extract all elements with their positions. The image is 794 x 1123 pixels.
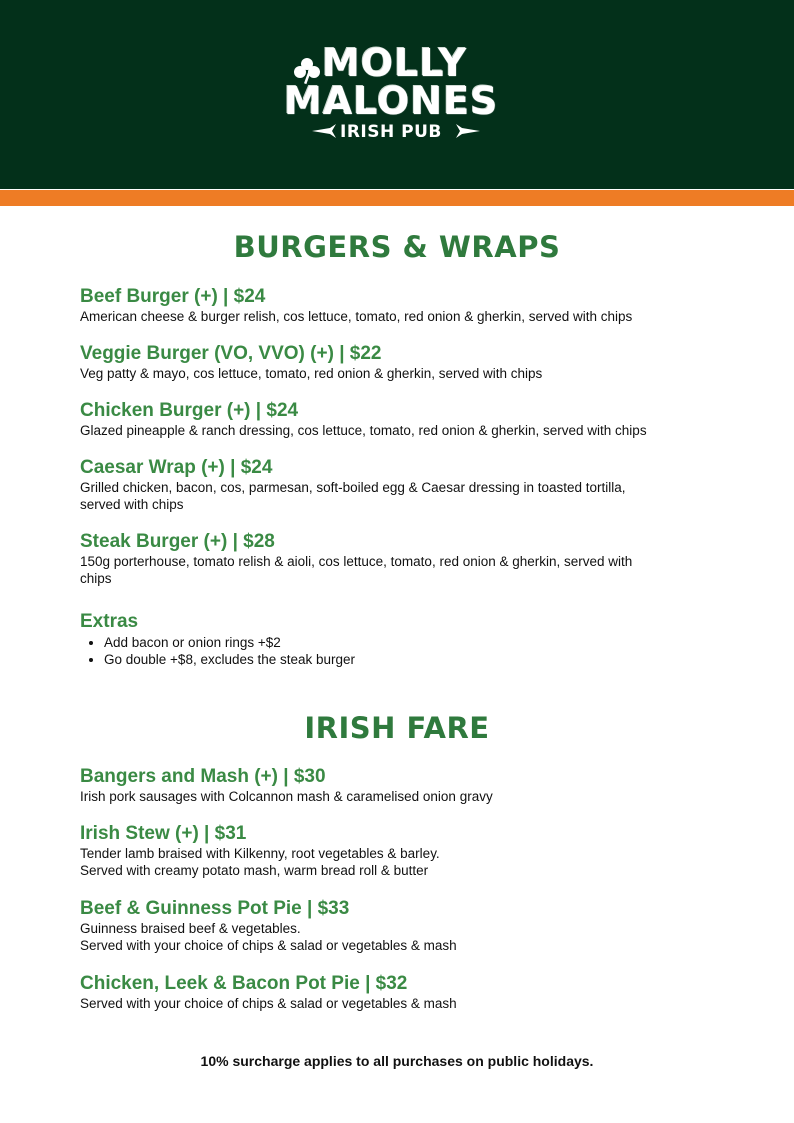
item-description xyxy=(80,995,720,1012)
sparkle-left-icon xyxy=(312,124,336,138)
menu-item-chicken-leek-bacon-pot-pie xyxy=(80,973,720,1012)
menu-item-beef-guinness-pot-pie xyxy=(80,898,720,954)
sparkle-right-icon xyxy=(456,124,480,138)
item-name: Beef & Guinness Pot Pie | $33 xyxy=(80,898,350,919)
description-line: Veg patty & mayo, cos lettuce, tomato, red onion & gherkin, served with chips xyxy=(80,366,543,381)
pub-logo xyxy=(282,40,512,150)
extras-list xyxy=(80,634,720,668)
section-title-burgers-wraps: BURGERS & WRAPS xyxy=(233,230,561,264)
description-line: served with chips xyxy=(80,497,184,512)
item-name: Veggie Burger (VO, VVO) (+) | $22 xyxy=(80,343,382,364)
item-name: Beef Burger (+) | $24 xyxy=(80,286,266,307)
item-name: Caesar Wrap (+) | $24 xyxy=(80,457,273,478)
item-description xyxy=(80,845,720,879)
menu-item-veggie-burger xyxy=(80,343,720,382)
item-name: Chicken Burger (+) | $24 xyxy=(80,400,299,421)
item-description xyxy=(80,479,720,513)
menu-item-caesar-wrap xyxy=(80,457,720,513)
description-line: Served with your choice of chips & salad or vegetables & mash xyxy=(80,996,457,1011)
menu-item-bangers-and-mash xyxy=(80,766,720,805)
item-description xyxy=(80,788,720,805)
description-line: Tender lamb braised with Kilkenny, root vegetables & barley. xyxy=(80,846,440,861)
description-line: Irish pork sausages with Colcannon mash & caramelised onion gravy xyxy=(80,789,493,804)
item-name: Chicken, Leek & Bacon Pot Pie | $32 xyxy=(80,973,408,994)
logo-irish-pub: IRISH PUB xyxy=(340,122,442,142)
orange-accent-band xyxy=(0,189,794,206)
section-title-irish-fare: IRISH FARE xyxy=(304,711,490,745)
list-item: • Add bacon or onion rings +$2 xyxy=(104,634,720,651)
item-description xyxy=(80,422,720,439)
logo-line-molly: MOLLY xyxy=(322,41,468,85)
description-line: American cheese & burger relish, cos lettuce, tomato, red onion & gherkin, served with chips xyxy=(80,309,633,324)
list-item: • Go double +$8, excludes the steak burger xyxy=(104,651,720,668)
surcharge-note: 10% surcharge applies to all purchases on public holidays. xyxy=(200,1053,594,1069)
description-line: Glazed pineapple & ranch dressing, cos lettuce, tomato, red onion & gherkin, served with chips xyxy=(80,423,647,438)
item-description xyxy=(80,365,720,382)
menu-item-beef-burger xyxy=(80,286,720,325)
menu-item-chicken-burger xyxy=(80,400,720,439)
description-line: Served with creamy potato mash, warm bread roll & butter xyxy=(80,863,429,878)
header-banner xyxy=(0,0,794,189)
description-line: Guinness braised beef & vegetables. xyxy=(80,921,301,936)
logo-line-malones: MALONES xyxy=(284,79,499,123)
description-line: chips xyxy=(80,571,112,586)
extras-block xyxy=(80,611,720,668)
item-description xyxy=(80,553,720,587)
description-line: 150g porterhouse, tomato relish & aioli, cos lettuce, tomato, red onion & gherkin, served with xyxy=(80,554,633,569)
item-name: Steak Burger (+) | $28 xyxy=(80,531,275,552)
menu-item-irish-stew xyxy=(80,823,720,879)
extras-title: Extras xyxy=(80,611,139,632)
item-name: Bangers and Mash (+) | $30 xyxy=(80,766,326,787)
description-line: Grilled chicken, bacon, cos, parmesan, soft-boiled egg & Caesar dressing in toasted tortilla, xyxy=(80,480,626,495)
description-line: Served with your choice of chips & salad or vegetables & mash xyxy=(80,938,457,953)
menu-item-steak-burger xyxy=(80,531,720,587)
item-name: Irish Stew (+) | $31 xyxy=(80,823,247,844)
item-description xyxy=(80,308,720,325)
item-description xyxy=(80,920,720,954)
